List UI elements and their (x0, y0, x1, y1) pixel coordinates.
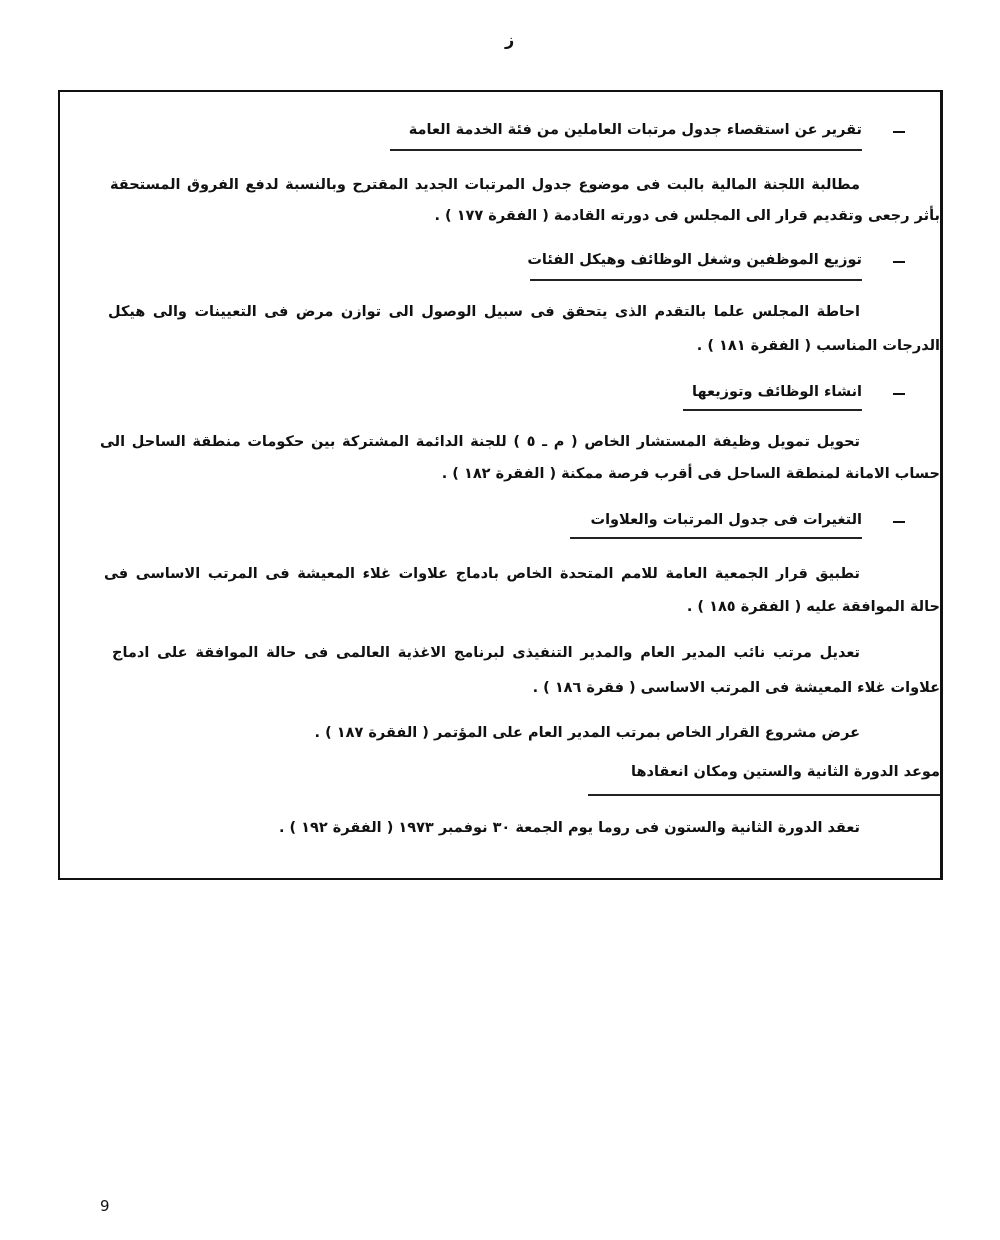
section-heading: انشاء الوظائف وتوزيعها (692, 384, 862, 400)
paragraph-line: احاطة المجلس علما بالتقدم الذى يتحقق فى سبيل الوصول الى توازن مرض فى التعيينات والى هيكل (108, 304, 860, 320)
paragraph-line: بأثر رجعى وتقديم قرار الى المجلس فى دورته القادمة ( الفقرة ١٧٧ ) . (434, 208, 940, 224)
bullet-dash (893, 393, 905, 395)
section-heading: تقرير عن استقصاء جدول مرتبات العاملين من فئة الخدمة العامة (408, 122, 862, 138)
paragraph-line: تحويل تمويل وظيفة المستشار الخاص ( م ـ ٥ ) للجنة الدائمة المشتركة بين حكومات منطقة الساحل الى (100, 434, 860, 450)
heading-underline (588, 794, 940, 796)
paragraph-line: مطالبة اللجنة المالية بالبت فى موضوع جدول المرتبات الجديد المقترح وبالنسبة لدفع الفروق المستحقة (110, 177, 860, 193)
heading-underline (530, 279, 862, 281)
paragraph-line: عرض مشروع القرار الخاص بمرتب المدير العام على المؤتمر ( الفقرة ١٨٧ ) . (314, 725, 860, 741)
paragraph-line: تطبيق قرار الجمعية العامة للامم المتحدة الخاص بادماج علاوات غلاء المعيشة فى المرتب الاساسى فى (104, 566, 860, 582)
paragraph-line: تعديل مرتب نائب المدير العام والمدير التنفيذى لبرنامج الاغذية العالمى فى حالة الموافقة على ادماج (112, 645, 860, 661)
section-heading: موعد الدورة الثانية والستين ومكان انعقادها (631, 764, 940, 780)
paragraph-line: تعقد الدورة الثانية والستون فى روما يوم الجمعة ٣٠ نوفمبر ١٩٧٣ ( الفقرة ١٩٢ ) . (278, 820, 860, 836)
section-heading: التغيرات فى جدول المرتبات والعلاوات (590, 512, 862, 528)
paragraph-line: حالة الموافقة عليه ( الفقرة ١٨٥ ) . (686, 599, 940, 615)
paragraph-line: علاوات غلاء المعيشة فى المرتب الاساسى ( فقرة ١٨٦ ) . (532, 680, 940, 696)
paragraph-line: الدرجات المناسب ( الفقرة ١٨١ ) . (696, 338, 940, 354)
bullet-dash (893, 261, 905, 263)
heading-underline (390, 149, 862, 151)
heading-underline (683, 409, 862, 411)
paragraph-line: حساب الامانة لمنطقة الساحل فى أقرب فرصة ممكنة ( الفقرة ١٨٢ ) . (441, 466, 940, 482)
bullet-dash (893, 521, 905, 523)
section-heading: توزيع الموظفين وشغل الوظائف وهيكل الفئات (527, 252, 862, 268)
bullet-dash (893, 131, 905, 133)
page-number: 9 (100, 1197, 110, 1215)
header-mark: ز (505, 30, 515, 49)
heading-underline (570, 537, 862, 539)
